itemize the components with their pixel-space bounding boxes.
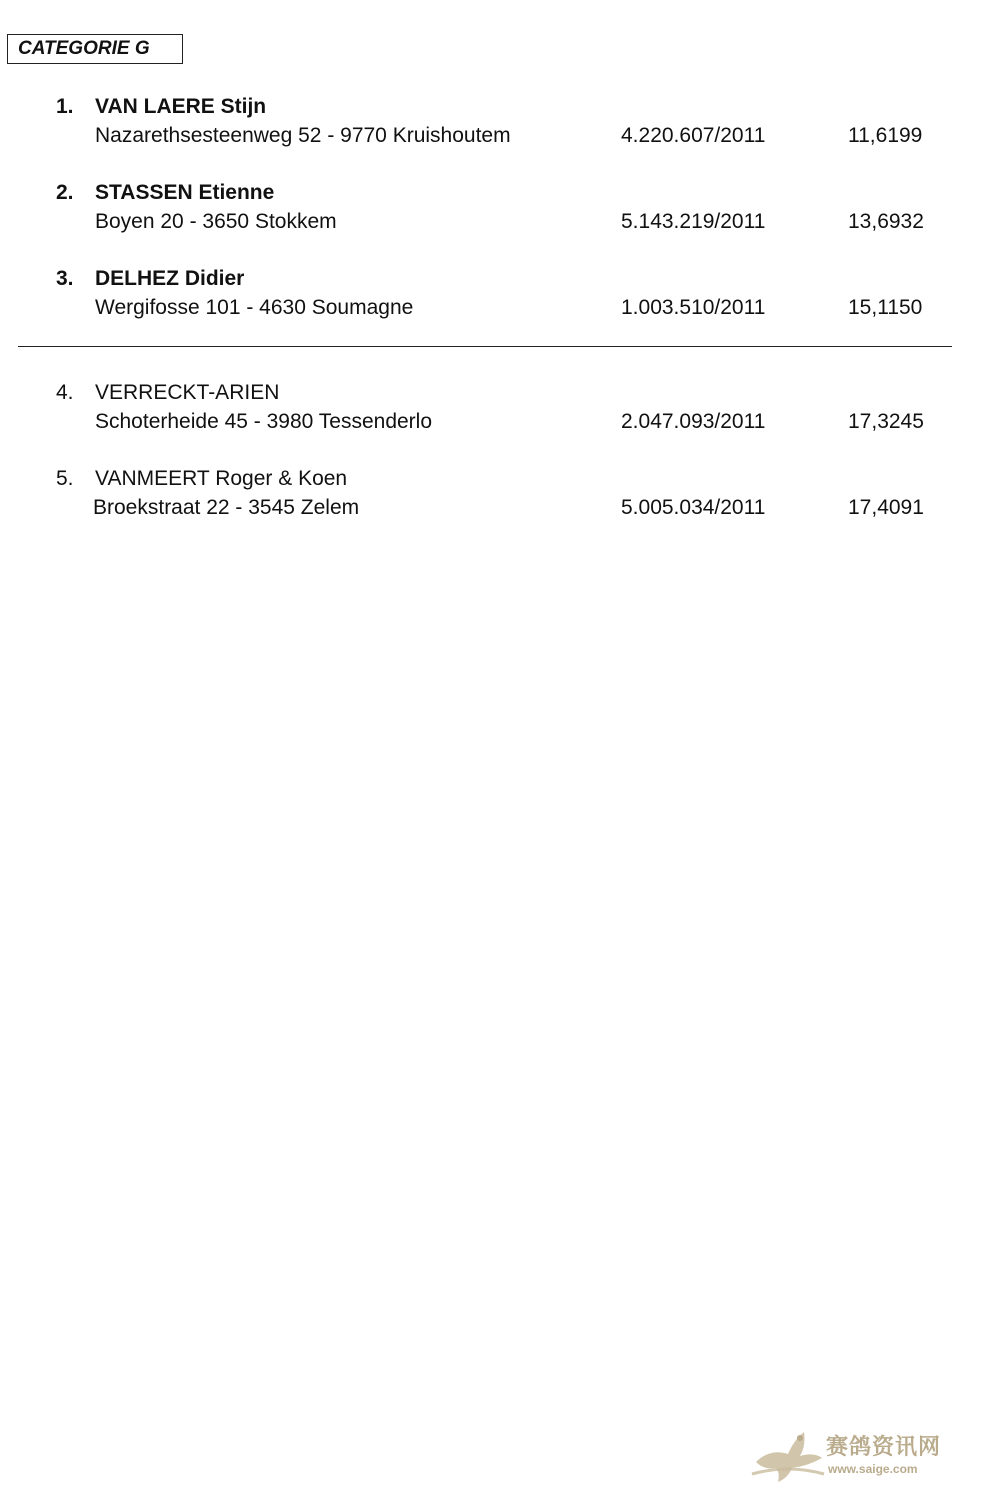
ring-number: 4.220.607/2011 xyxy=(621,124,766,147)
watermark-logo xyxy=(748,1418,958,1488)
category-title: CATEGORIE G xyxy=(7,34,183,64)
pigeon-logo-icon xyxy=(748,1418,828,1488)
score-value: 17,3245 xyxy=(848,410,924,433)
rank-number: 2. xyxy=(56,181,74,204)
participant-name: VERRECKT-ARIEN xyxy=(95,381,280,404)
ring-number: 1.003.510/2011 xyxy=(621,296,766,319)
participant-address: Wergifosse 101 - 4630 Soumagne xyxy=(95,296,414,319)
rank-number: 5. xyxy=(56,467,74,490)
participant-name: VAN LAERE Stijn xyxy=(95,95,267,118)
participant-address: Schoterheide 45 - 3980 Tessenderlo xyxy=(95,410,433,433)
rank-number: 4. xyxy=(56,381,74,404)
watermark-name: 赛鸽资讯网 xyxy=(826,1435,942,1460)
score-value: 15,1150 xyxy=(848,296,923,319)
ring-number: 2.047.093/2011 xyxy=(621,410,766,433)
ring-number: 5.143.219/2011 xyxy=(621,210,766,233)
score-value: 11,6199 xyxy=(848,124,923,147)
rank-number: 1. xyxy=(56,95,74,118)
participant-name: VANMEERT Roger & Koen xyxy=(95,467,348,490)
ring-number: 5.005.034/2011 xyxy=(621,496,766,519)
participant-name: DELHEZ Didier xyxy=(95,267,245,290)
watermark-url: www.saige.com xyxy=(828,1462,918,1476)
participant-name: STASSEN Etienne xyxy=(95,181,275,204)
score-value: 13,6932 xyxy=(848,210,924,233)
participant-address: Broekstraat 22 - 3545 Zelem xyxy=(93,496,360,519)
rank-number: 3. xyxy=(56,267,74,290)
participant-address: Boyen 20 - 3650 Stokkem xyxy=(95,210,337,233)
participant-address: Nazarethsesteenweg 52 - 9770 Kruishoutem xyxy=(95,124,511,147)
score-value: 17,4091 xyxy=(848,496,924,519)
separator-line xyxy=(18,346,952,347)
